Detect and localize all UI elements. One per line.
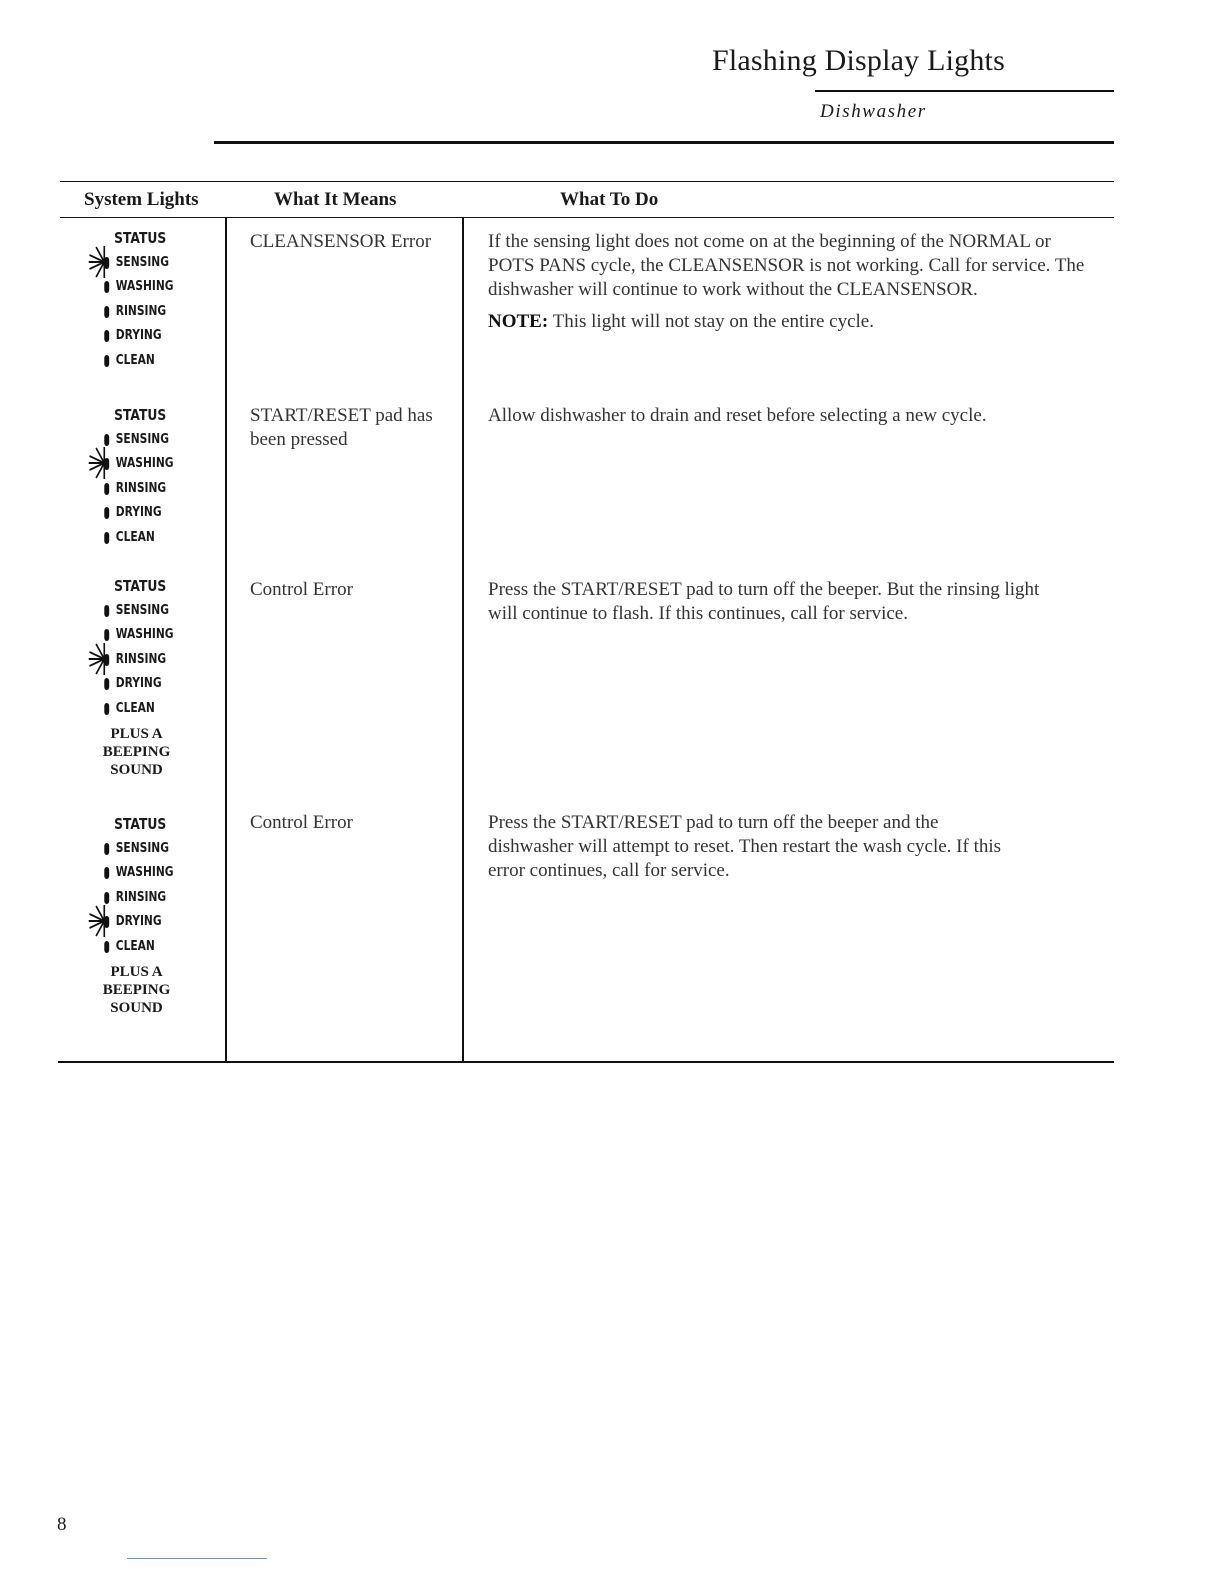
column-divider: [462, 218, 464, 1062]
action-paragraph: If the sensing light does not come on at the beginning of the NORMAL or POTS PANS cycle, the CLEANSENSOR is not working. Call for service. The dishwasher will continue to work without the CLEANSENSOR.: [488, 231, 1085, 300]
action-text: [488, 404, 1098, 428]
indicator-light-icon: [104, 434, 109, 446]
beeping-note-line: PLUS A: [110, 964, 163, 980]
indicator-light-icon: [104, 507, 109, 519]
system-lights-row-1: [60, 226, 225, 373]
column-divider: [225, 218, 227, 1062]
indicator-light-icon: [104, 355, 109, 367]
note-paragraph: [488, 310, 1098, 334]
flashing-light-icon: [88, 904, 116, 938]
indicator-light-icon: [104, 605, 109, 617]
light-status: STATUS: [114, 406, 167, 424]
indicator-light-icon: [104, 703, 109, 715]
indicator-light-icon: [104, 892, 109, 904]
light-rinsing: RINSING: [60, 648, 195, 673]
beeping-note-line: SOUND: [110, 762, 163, 778]
beeping-note-line: SOUND: [110, 1000, 163, 1016]
beeping-note-line: BEEPING: [102, 982, 171, 998]
column-header-system-lights: System Lights: [84, 189, 199, 210]
light-status: STATUS: [114, 815, 167, 833]
light-washing: WASHING: [60, 275, 195, 300]
page-title: Flashing Display Lights: [712, 44, 1005, 77]
system-lights-row-3: [60, 574, 225, 779]
action-text: [488, 811, 1008, 883]
light-sensing: SENSING: [60, 428, 195, 453]
meaning-text: Control Error: [250, 812, 353, 833]
indicator-light-icon: [104, 941, 109, 953]
flashing-light-icon: [88, 245, 116, 279]
indicator-light-icon: [104, 483, 109, 495]
note-label: NOTE:: [488, 311, 549, 332]
meaning-text: Control Error: [250, 579, 353, 600]
light-clean: CLEAN: [60, 697, 195, 722]
header-rule: [214, 141, 1114, 144]
light-sensing: SENSING: [60, 599, 195, 624]
indicator-light-icon: [104, 678, 109, 690]
indicator-light-icon: [104, 281, 109, 293]
page-subtitle: Dishwasher: [820, 101, 927, 122]
table-header-rule: [60, 217, 1114, 218]
system-lights-row-4: [60, 812, 225, 1017]
column-header-what-it-means: What It Means: [274, 189, 397, 210]
meaning-text: START/RESET pad has been pressed: [250, 405, 433, 450]
system-lights-row-2: [60, 403, 225, 550]
light-status: STATUS: [114, 229, 167, 247]
light-sensing: SENSING: [60, 837, 195, 862]
note-text: This light will not stay on the entire cycle.: [552, 311, 874, 332]
light-sensing: SENSING: [60, 251, 195, 276]
action-paragraph: Allow dishwasher to drain and reset before selecting a new cycle.: [488, 405, 987, 426]
indicator-light-icon: [104, 629, 109, 641]
action-text: [488, 578, 1048, 626]
indicator-light-icon: [104, 843, 109, 855]
action-paragraph: Press the START/RESET pad to turn off the beeper. But the rinsing light will continue to flash. If this continues, call for service.: [488, 579, 1040, 624]
light-status: STATUS: [114, 577, 167, 595]
light-drying: DRYING: [60, 324, 195, 349]
indicator-light-icon: [104, 330, 109, 342]
beeping-note-line: PLUS A: [110, 726, 163, 742]
table-top-rule: [60, 181, 1114, 182]
light-drying: DRYING: [60, 501, 195, 526]
beeping-note-line: BEEPING: [102, 744, 171, 760]
indicator-light-icon: [104, 306, 109, 318]
indicator-light-icon: [104, 867, 109, 879]
light-rinsing: RINSING: [60, 300, 195, 325]
action-text: [488, 230, 1098, 334]
light-drying: DRYING: [60, 672, 195, 697]
table-bottom-rule: [58, 1061, 1114, 1063]
light-clean: CLEAN: [60, 526, 195, 551]
light-washing: WASHING: [60, 452, 195, 477]
light-clean: CLEAN: [60, 935, 195, 960]
light-washing: WASHING: [60, 861, 195, 886]
light-washing: WASHING: [60, 623, 195, 648]
footer-line: [127, 1558, 267, 1559]
beeping-note: [54, 963, 219, 1017]
column-header-what-to-do: What To Do: [560, 189, 659, 210]
light-rinsing: RINSING: [60, 477, 195, 502]
light-rinsing: RINSING: [60, 886, 195, 911]
flashing-light-icon: [88, 446, 116, 480]
beeping-note: [54, 725, 219, 779]
page-number: 8: [57, 1514, 67, 1535]
action-paragraph: Press the START/RESET pad to turn off the beeper and the dishwasher will attempt to reset. Then restart the wash cycle. If this error continues, call for service.: [488, 812, 1002, 881]
flashing-light-icon: [88, 642, 116, 676]
light-clean: CLEAN: [60, 349, 195, 374]
meaning-text: CLEANSENSOR Error: [250, 231, 432, 252]
indicator-light-icon: [104, 532, 109, 544]
title-rule: [815, 90, 1114, 92]
light-drying: DRYING: [60, 910, 195, 935]
